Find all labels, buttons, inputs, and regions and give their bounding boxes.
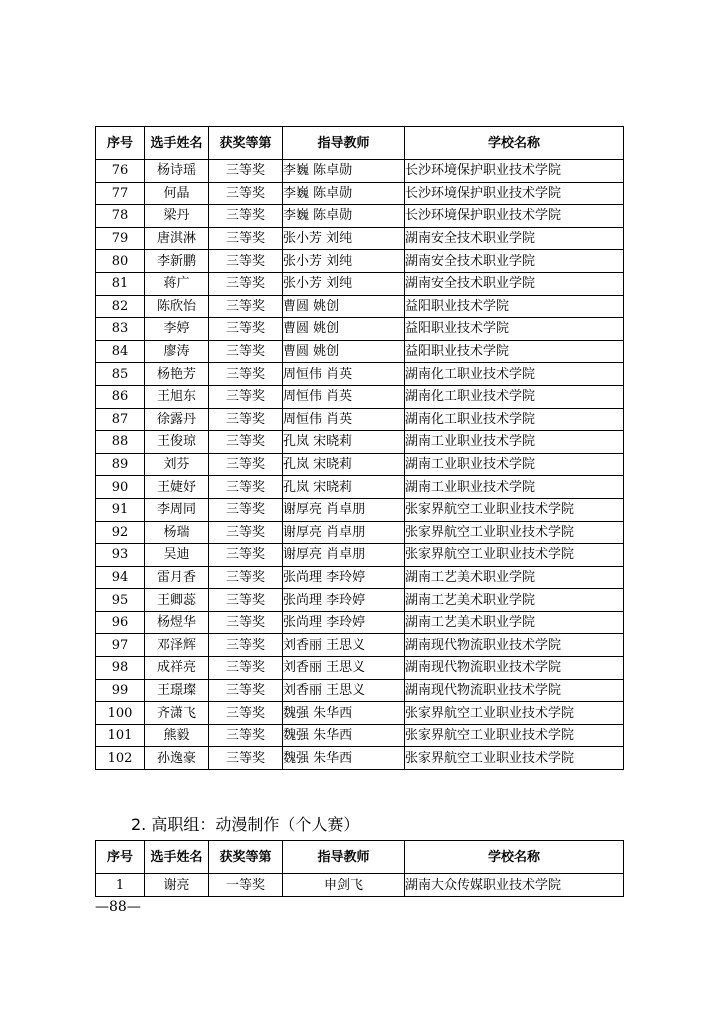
cell-school: 益阳职业技术学院	[405, 340, 624, 363]
cell-teacher: 谢厚亮 肖卓朋	[283, 521, 405, 544]
cell-award: 三等奖	[209, 476, 283, 499]
header-award: 获奖等第	[209, 841, 283, 874]
table-row	[96, 453, 624, 476]
cell-award: 一等奖	[209, 874, 283, 897]
cell-award: 三等奖	[209, 634, 283, 657]
cell-teacher: 魏强 朱华西	[283, 702, 405, 725]
cell-school: 湖南工艺美术职业学院	[405, 611, 624, 634]
header-teacher: 指导教师	[283, 127, 405, 160]
cell-no: 1	[96, 874, 145, 897]
cell-teacher: 刘香丽 王思义	[283, 657, 405, 680]
cell-award: 三等奖	[209, 498, 283, 521]
cell-award: 三等奖	[209, 250, 283, 273]
cell-no: 93	[96, 544, 145, 567]
cell-school: 湖南化工职业技术学院	[405, 363, 624, 386]
cell-teacher: 谢厚亮 肖卓朋	[283, 498, 405, 521]
table-row	[96, 679, 624, 702]
cell-award: 三等奖	[209, 747, 283, 770]
cell-name: 孙逸豪	[145, 747, 209, 770]
awards-table-1-body	[96, 160, 624, 770]
cell-name: 李周同	[145, 498, 209, 521]
cell-school: 湖南工艺美术职业学院	[405, 566, 624, 589]
cell-award: 三等奖	[209, 431, 283, 454]
table-row	[96, 318, 624, 341]
cell-teacher: 李巍 陈卓勋	[283, 182, 405, 205]
cell-no: 94	[96, 566, 145, 589]
cell-teacher: 孔岚 宋晓莉	[283, 431, 405, 454]
cell-school: 张家界航空工业职业技术学院	[405, 498, 624, 521]
cell-award: 三等奖	[209, 453, 283, 476]
table-header-row	[96, 841, 624, 874]
cell-name: 谢亮	[145, 874, 209, 897]
cell-name: 王旭东	[145, 385, 209, 408]
header-school: 学校名称	[405, 841, 624, 874]
cell-teacher: 曹圆 姚创	[283, 340, 405, 363]
header-no: 序号	[96, 841, 145, 874]
cell-award: 三等奖	[209, 385, 283, 408]
cell-award: 三等奖	[209, 544, 283, 567]
cell-award: 三等奖	[209, 295, 283, 318]
cell-name: 刘芬	[145, 453, 209, 476]
cell-name: 杨诗瑶	[145, 160, 209, 183]
table-row	[96, 498, 624, 521]
cell-no: 101	[96, 724, 145, 747]
page-number: —88—	[95, 899, 141, 915]
table-row	[96, 566, 624, 589]
cell-no: 90	[96, 476, 145, 499]
cell-no: 78	[96, 205, 145, 228]
cell-no: 97	[96, 634, 145, 657]
table-row	[96, 657, 624, 680]
cell-school: 张家界航空工业职业技术学院	[405, 702, 624, 725]
cell-school: 湖南化工职业技术学院	[405, 408, 624, 431]
cell-award: 三等奖	[209, 566, 283, 589]
cell-school: 湖南现代物流职业技术学院	[405, 634, 624, 657]
cell-award: 三等奖	[209, 679, 283, 702]
cell-award: 三等奖	[209, 227, 283, 250]
table-row	[96, 611, 624, 634]
cell-award: 三等奖	[209, 205, 283, 228]
table-row	[96, 250, 624, 273]
cell-award: 三等奖	[209, 611, 283, 634]
cell-no: 98	[96, 657, 145, 680]
cell-name: 吴迪	[145, 544, 209, 567]
cell-school: 张家界航空工业职业技术学院	[405, 747, 624, 770]
cell-school: 益阳职业技术学院	[405, 318, 624, 341]
cell-no: 83	[96, 318, 145, 341]
cell-teacher: 张小芳 刘纯	[283, 272, 405, 295]
table-row	[96, 340, 624, 363]
cell-award: 三等奖	[209, 702, 283, 725]
cell-name: 雷月香	[145, 566, 209, 589]
cell-name: 王俊琼	[145, 431, 209, 454]
cell-award: 三等奖	[209, 521, 283, 544]
cell-name: 杨瑞	[145, 521, 209, 544]
cell-teacher: 申剑飞	[283, 874, 405, 897]
section-title: 2. 高职组：动漫制作（个人赛）	[131, 815, 360, 834]
cell-no: 79	[96, 227, 145, 250]
cell-name: 邓泽辉	[145, 634, 209, 657]
cell-teacher: 周恒伟 肖英	[283, 385, 405, 408]
table-header-row	[96, 127, 624, 160]
cell-teacher: 李巍 陈卓勋	[283, 160, 405, 183]
header-school: 学校名称	[405, 127, 624, 160]
cell-no: 92	[96, 521, 145, 544]
cell-teacher: 曹圆 姚创	[283, 318, 405, 341]
table-row	[96, 363, 624, 386]
table-row	[96, 431, 624, 454]
cell-name: 熊毅	[145, 724, 209, 747]
cell-no: 87	[96, 408, 145, 431]
table-row	[96, 160, 624, 183]
awards-table-1	[95, 126, 624, 770]
cell-school: 长沙环境保护职业技术学院	[405, 182, 624, 205]
cell-no: 88	[96, 431, 145, 454]
cell-name: 梁丹	[145, 205, 209, 228]
cell-no: 76	[96, 160, 145, 183]
cell-name: 蒋广	[145, 272, 209, 295]
cell-school: 张家界航空工业职业技术学院	[405, 724, 624, 747]
cell-name: 徐露丹	[145, 408, 209, 431]
cell-teacher: 张尚理 李玲婷	[283, 566, 405, 589]
table-row	[96, 874, 624, 897]
cell-teacher: 魏强 朱华西	[283, 747, 405, 770]
cell-name: 李新鹏	[145, 250, 209, 273]
cell-no: 86	[96, 385, 145, 408]
cell-name: 成祥亮	[145, 657, 209, 680]
table-row	[96, 634, 624, 657]
table-row	[96, 702, 624, 725]
cell-school: 湖南大众传媒职业技术学院	[405, 874, 624, 897]
table-row	[96, 544, 624, 567]
cell-teacher: 曹圆 姚创	[283, 295, 405, 318]
cell-no: 95	[96, 589, 145, 612]
cell-award: 三等奖	[209, 340, 283, 363]
table-row	[96, 272, 624, 295]
cell-name: 杨煜华	[145, 611, 209, 634]
cell-no: 85	[96, 363, 145, 386]
cell-award: 三等奖	[209, 408, 283, 431]
cell-no: 102	[96, 747, 145, 770]
table-row	[96, 227, 624, 250]
header-name: 选手姓名	[145, 127, 209, 160]
cell-teacher: 周恒伟 肖英	[283, 363, 405, 386]
cell-award: 三等奖	[209, 724, 283, 747]
cell-name: 齐潇飞	[145, 702, 209, 725]
cell-name: 唐淇淋	[145, 227, 209, 250]
cell-school: 张家界航空工业职业技术学院	[405, 544, 624, 567]
cell-award: 三等奖	[209, 182, 283, 205]
cell-school: 湖南安全技术职业学院	[405, 250, 624, 273]
cell-no: 81	[96, 272, 145, 295]
cell-school: 湖南工业职业技术学院	[405, 476, 624, 499]
cell-name: 王婕妤	[145, 476, 209, 499]
awards-table-2-body	[96, 874, 624, 897]
cell-teacher: 谢厚亮 肖卓朋	[283, 544, 405, 567]
header-no: 序号	[96, 127, 145, 160]
cell-no: 89	[96, 453, 145, 476]
table-row	[96, 476, 624, 499]
header-name: 选手姓名	[145, 841, 209, 874]
cell-name: 李婷	[145, 318, 209, 341]
table-row	[96, 295, 624, 318]
cell-school: 长沙环境保护职业技术学院	[405, 205, 624, 228]
cell-award: 三等奖	[209, 657, 283, 680]
cell-award: 三等奖	[209, 272, 283, 295]
cell-name: 何晶	[145, 182, 209, 205]
cell-no: 96	[96, 611, 145, 634]
cell-no: 80	[96, 250, 145, 273]
cell-award: 三等奖	[209, 589, 283, 612]
cell-award: 三等奖	[209, 363, 283, 386]
cell-name: 杨艳芳	[145, 363, 209, 386]
cell-school: 长沙环境保护职业技术学院	[405, 160, 624, 183]
cell-no: 91	[96, 498, 145, 521]
cell-school: 湖南化工职业技术学院	[405, 385, 624, 408]
cell-teacher: 周恒伟 肖英	[283, 408, 405, 431]
cell-school: 湖南工艺美术职业学院	[405, 589, 624, 612]
cell-teacher: 李巍 陈卓勋	[283, 205, 405, 228]
cell-school: 湖南安全技术职业学院	[405, 272, 624, 295]
cell-teacher: 刘香丽 王思义	[283, 679, 405, 702]
cell-name: 廖涛	[145, 340, 209, 363]
cell-award: 三等奖	[209, 318, 283, 341]
cell-school: 张家界航空工业职业技术学院	[405, 521, 624, 544]
cell-teacher: 孔岚 宋晓莉	[283, 453, 405, 476]
cell-teacher: 魏强 朱华西	[283, 724, 405, 747]
awards-table-2	[95, 840, 624, 897]
header-teacher: 指导教师	[283, 841, 405, 874]
table-row	[96, 747, 624, 770]
table-row	[96, 205, 624, 228]
cell-school: 湖南现代物流职业技术学院	[405, 657, 624, 680]
cell-teacher: 张小芳 刘纯	[283, 227, 405, 250]
header-award: 获奖等第	[209, 127, 283, 160]
cell-teacher: 张小芳 刘纯	[283, 250, 405, 273]
cell-teacher: 孔岚 宋晓莉	[283, 476, 405, 499]
cell-teacher: 刘香丽 王思义	[283, 634, 405, 657]
table-row	[96, 724, 624, 747]
table-row	[96, 408, 624, 431]
table-row	[96, 521, 624, 544]
cell-school: 益阳职业技术学院	[405, 295, 624, 318]
cell-school: 湖南安全技术职业学院	[405, 227, 624, 250]
table-row	[96, 385, 624, 408]
cell-name: 王璟璨	[145, 679, 209, 702]
cell-name: 陈欣怡	[145, 295, 209, 318]
cell-teacher: 张尚理 李玲婷	[283, 589, 405, 612]
table-row	[96, 589, 624, 612]
cell-no: 84	[96, 340, 145, 363]
cell-award: 三等奖	[209, 160, 283, 183]
cell-teacher: 张尚理 李玲婷	[283, 611, 405, 634]
cell-name: 王卿蕊	[145, 589, 209, 612]
cell-no: 77	[96, 182, 145, 205]
cell-no: 99	[96, 679, 145, 702]
cell-school: 湖南工业职业技术学院	[405, 431, 624, 454]
cell-school: 湖南现代物流职业技术学院	[405, 679, 624, 702]
table-row	[96, 182, 624, 205]
cell-no: 100	[96, 702, 145, 725]
cell-school: 湖南工业职业技术学院	[405, 453, 624, 476]
cell-no: 82	[96, 295, 145, 318]
